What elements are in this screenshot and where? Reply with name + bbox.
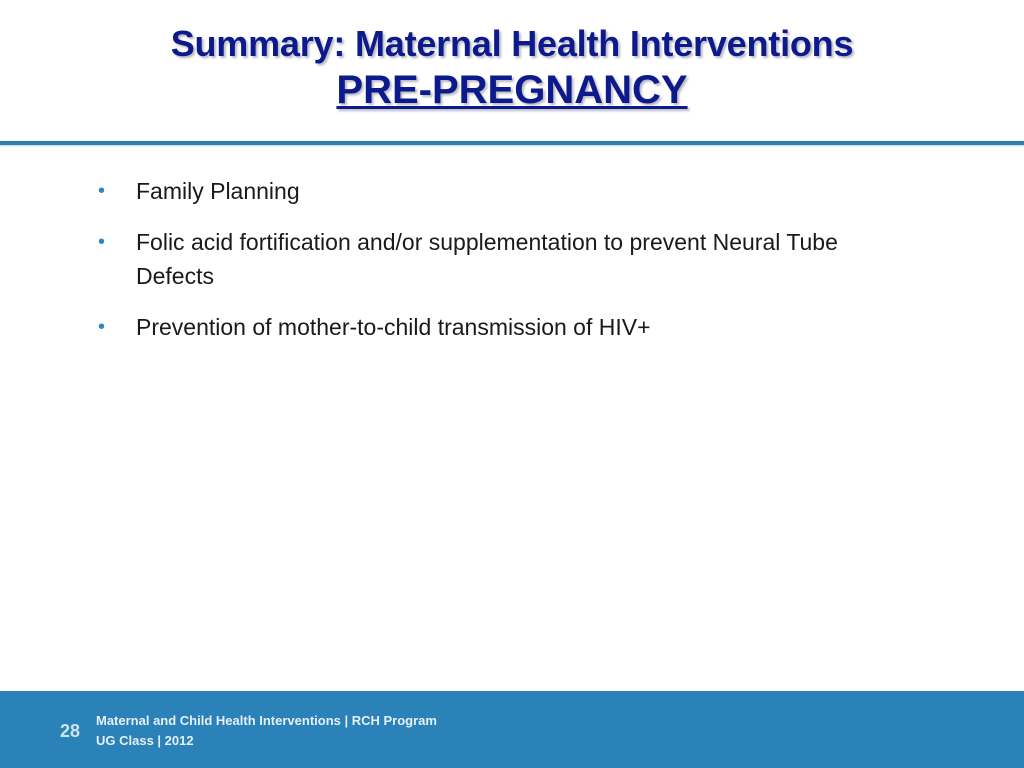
bullet-icon: • [98,180,106,202]
bullet-item [98,174,878,208]
slide-subtitle: PRE-PREGNANCY [336,68,688,112]
slide-title: Summary: Maternal Health Interventions [170,23,854,64]
footer-bar [0,691,1024,768]
bullet-text: Prevention of mother-to-child transmission of HIV+ [136,314,651,340]
bullet-list [98,174,878,361]
title-divider-shadow [0,145,1024,147]
bullet-item [98,310,878,344]
title-block [0,22,1024,114]
bullet-icon: • [98,316,106,338]
footer-line-class: UG Class | 2012 [96,733,194,748]
page-number: 28 [60,721,81,741]
bullet-item [98,225,878,293]
footer-line-program: Maternal and Child Health Interventions | RCH Program [96,713,437,728]
footer-caption [96,711,437,751]
bullet-text: Folic acid fortification and/or supplementation to prevent Neural Tube Defects [136,229,838,289]
bullet-text: Family Planning [136,178,300,204]
bullet-icon: • [98,231,106,253]
